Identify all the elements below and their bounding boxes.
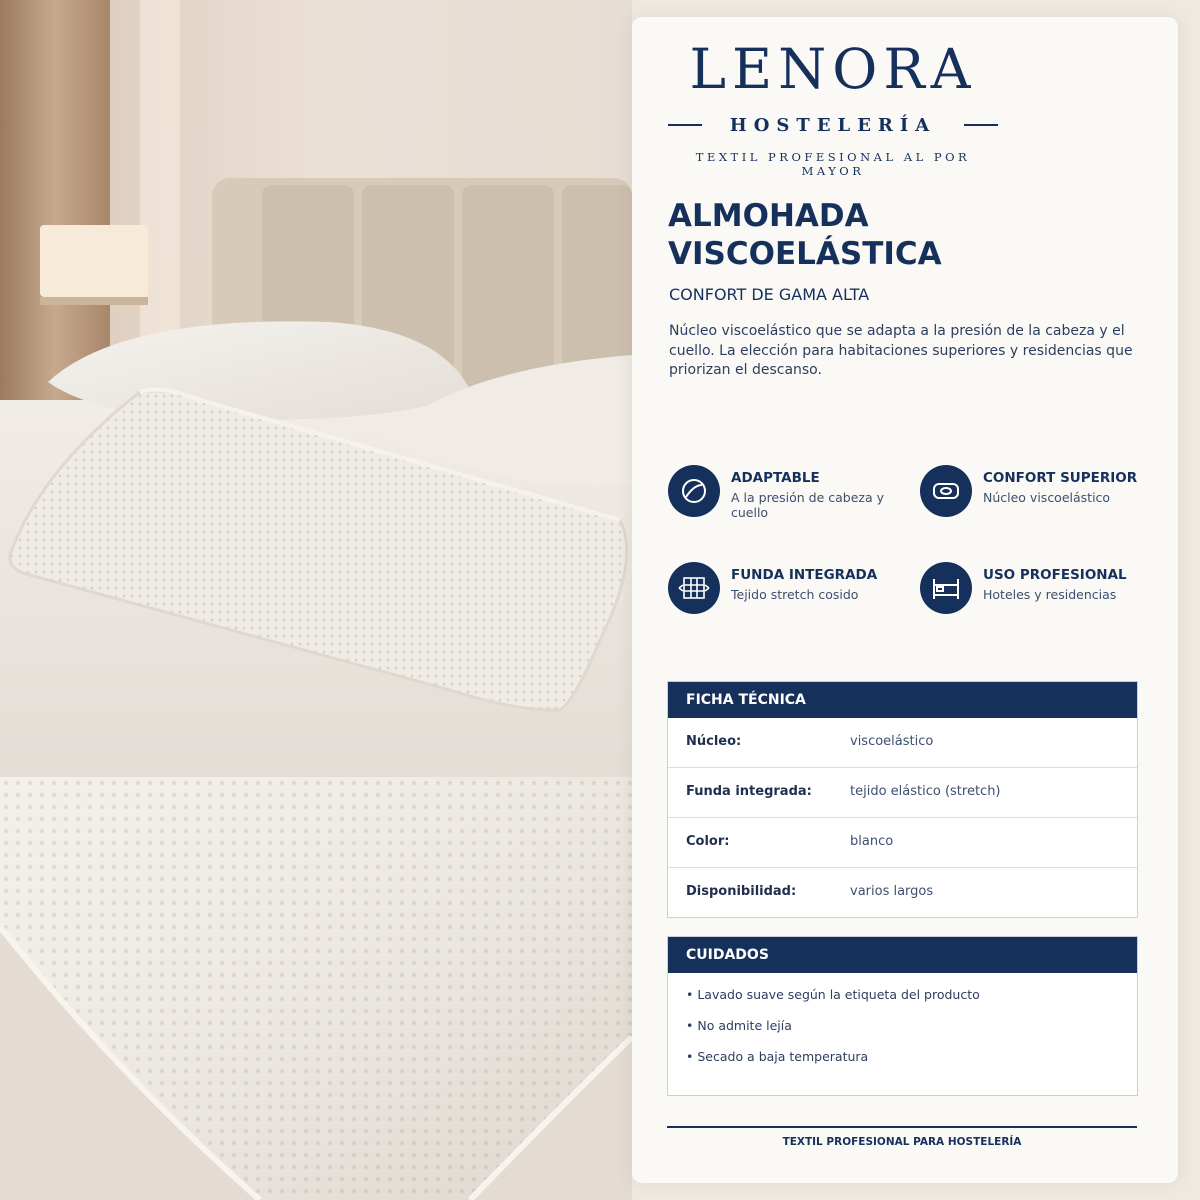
product-info-panel [632, 17, 1178, 1183]
product-subtitle: CONFORT DE GAMA ALTA [669, 285, 870, 304]
spec-key: Núcleo: [686, 734, 742, 749]
spec-key: Funda integrada: [686, 784, 812, 799]
divider [668, 124, 702, 126]
feature-desc: Tejido stretch cosido [731, 587, 859, 602]
adaptable-icon [668, 465, 720, 517]
spec-value: varios largos [850, 884, 934, 899]
bedroom-photo [0, 0, 632, 777]
brand-tagline: TEXTIL PROFESIONAL AL POR MAYOR [695, 150, 971, 178]
spec-sheet [667, 681, 1138, 918]
feature-desc: A la presión de cabeza y cuello [731, 490, 884, 520]
spec-value: viscoelástico [850, 734, 934, 749]
feature-title: CONFORT SUPERIOR [983, 470, 1138, 486]
feature-title: FUNDA INTEGRADA [731, 567, 878, 583]
brand-logo-sub [668, 113, 998, 137]
pillow-icon [920, 465, 972, 517]
divider [964, 124, 998, 126]
divider [667, 1126, 1137, 1128]
brand-sub-label: HOSTELERÍA [729, 114, 937, 136]
spec-sheet-heading: FICHA TÉCNICA [668, 682, 1137, 718]
care-list [668, 973, 1137, 1080]
feature-desc: Núcleo viscoelástico [983, 490, 1111, 505]
feature-desc: Hoteles y residencias [983, 587, 1117, 602]
table-row [668, 718, 1137, 768]
product-title: ALMOHADA VISCOELÁSTICA [668, 198, 942, 272]
table-row [668, 818, 1137, 868]
stretch-fabric-icon [668, 562, 720, 614]
feature-uso-profesional [920, 562, 1140, 622]
fabric-closeup-photo [0, 777, 632, 1200]
list-item: • Secado a baja temperatura [686, 1049, 869, 1064]
feature-funda-integrada [668, 562, 888, 622]
feature-confort-superior [920, 465, 1140, 525]
table-row [668, 768, 1137, 818]
footer-text: TEXTIL PROFESIONAL PARA HOSTELERÍA [782, 1136, 1022, 1148]
spec-key: Disponibilidad: [686, 884, 797, 899]
care-heading: CUIDADOS [668, 937, 1137, 973]
spec-key: Color: [686, 834, 730, 849]
product-description: Núcleo viscoelástico que se adapta a la presión de la cabeza y el cuello. La elección para habitaciones superiores y residencias que priorizan el descanso. [669, 323, 1133, 378]
brand-logo-name: LENORA [689, 37, 977, 101]
feature-title: ADAPTABLE [731, 470, 820, 486]
table-row [668, 868, 1137, 917]
bed-icon [920, 562, 972, 614]
list-item: • Lavado suave según la etiqueta del producto [686, 987, 980, 1002]
feature-adaptable [668, 465, 888, 525]
list-item: • No admite lejía [686, 1018, 792, 1033]
feature-title: USO PROFESIONAL [983, 567, 1127, 583]
care-box [667, 936, 1138, 1096]
spec-value: tejido elástico (stretch) [850, 784, 1001, 799]
spec-value: blanco [850, 834, 894, 849]
